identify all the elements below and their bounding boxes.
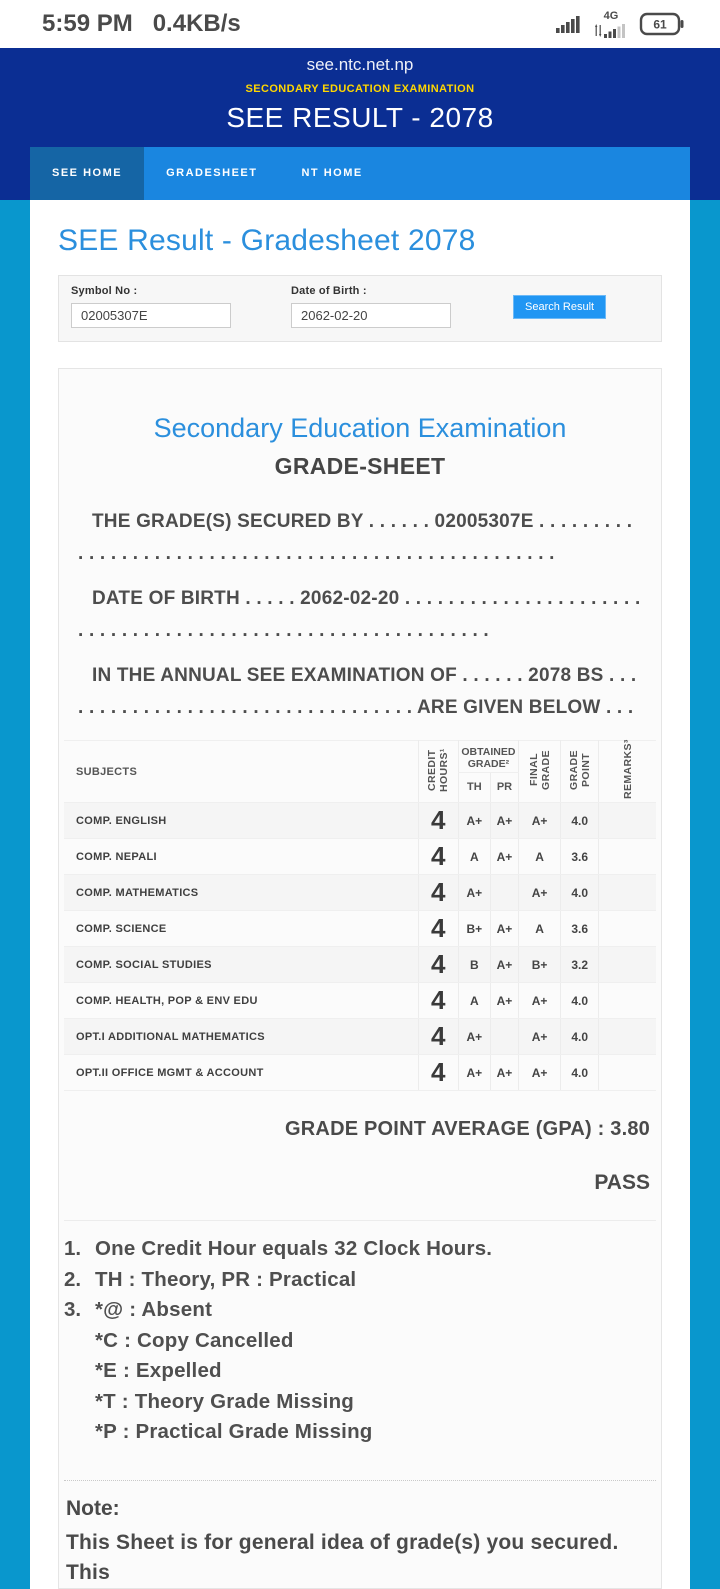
col-header-pr: PR xyxy=(490,772,518,803)
clock: 5:59 PM xyxy=(42,10,133,37)
gpa-section xyxy=(64,1091,656,1221)
gradesheet-subheading: GRADE-SHEET xyxy=(274,453,446,479)
col-header-obtained-grade: OBTAINED GRADE² xyxy=(458,741,518,773)
page-title: SEE Result - Gradesheet 2078 xyxy=(58,224,476,257)
col-header-subjects: SUBJECTS xyxy=(64,741,418,803)
symbol-field-group xyxy=(71,285,231,328)
table-row: COMP. ENGLISH 4 A+ A+ A+ 4.0 xyxy=(64,803,656,839)
tab-see-home[interactable]: SEE HOME xyxy=(30,147,144,200)
gradesheet-heading: Secondary Education Examination xyxy=(153,413,567,443)
network-type-label: 4G xyxy=(603,9,619,22)
footnote-3: 3. *@ : Absent *C : Copy Cancelled *E : Expelled *T : Theory Grade Missing *P : Practical Grade Missing xyxy=(64,1298,373,1443)
symbol-no-input[interactable] xyxy=(71,303,231,328)
grades-secured-line: THE GRADE(S) SECURED BY . . . . . . 02005307E . . . . . . . . . . . . . . . . . . . . . . . . . . . . . . . . . . . . . . . . . . . . . . . . . . . . . xyxy=(78,511,633,564)
gradesheet-card xyxy=(58,368,662,1589)
mobile-data-indicator xyxy=(594,11,628,38)
disclaimer-text: This Sheet is for general idea of grade(s) you secured. This xyxy=(66,1530,619,1584)
col-header-remarks: REMARKS³ xyxy=(599,741,656,803)
table-row: OPT.II OFFICE MGMT & ACCOUNT 4 A+ A+ A+ 4.0 xyxy=(64,1055,656,1091)
symbol-no-label: Symbol No : xyxy=(71,285,138,297)
result-status: PASS xyxy=(594,1171,650,1194)
table-row: OPT.I ADDITIONAL MATHEMATICS 4 A+ A+ 4.0 xyxy=(64,1019,656,1055)
date-of-birth-line: DATE OF BIRTH . . . . . 2062-02-20 . . . . . . . . . . . . . . . . . . . . . . . . . . . . . . . . . . . . . . . . . . . . . . . . . . . . . . . . . . . . xyxy=(78,588,641,641)
table-row: COMP. SCIENCE 4 B+ A+ A 3.6 xyxy=(64,911,656,947)
disclaimer-section xyxy=(64,1480,656,1588)
header-subtitle: SECONDARY EDUCATION EXAMINATION xyxy=(245,83,475,95)
table-row: COMP. HEALTH, POP & ENV EDU 4 A A+ A+ 4.0 xyxy=(64,983,656,1019)
footnote-2: 2. TH : Theory, PR : Practical xyxy=(64,1267,357,1291)
main-nav xyxy=(30,147,690,200)
site-header xyxy=(0,48,720,147)
header-title: SEE RESULT - 2078 xyxy=(226,102,494,133)
page-body xyxy=(0,200,720,1589)
footnotes xyxy=(64,1221,656,1448)
nav-strip xyxy=(0,147,720,200)
col-header-grade-point: GRADE POINT xyxy=(561,741,599,803)
table-row: COMP. SOCIAL STUDIES 4 B A+ B+ 3.2 xyxy=(64,947,656,983)
col-header-final-grade: FINAL GRADE xyxy=(519,741,561,803)
col-header-th: TH xyxy=(458,772,490,803)
col-header-credit-hours: CREDIT HOURS¹ xyxy=(418,741,458,803)
tab-gradesheet[interactable]: GRADESHEET xyxy=(166,167,258,179)
note-label: Note: xyxy=(66,1496,120,1520)
dob-label: Date of Birth : xyxy=(291,285,367,297)
dob-field-group xyxy=(291,285,451,328)
battery-icon xyxy=(640,13,684,35)
table-row: COMP. MATHEMATICS 4 A+ A+ 4.0 xyxy=(64,875,656,911)
table-row: COMP. NEPALI 4 A A+ A 3.6 xyxy=(64,839,656,875)
status-bar xyxy=(0,0,720,48)
tab-nt-home[interactable]: NT HOME xyxy=(301,167,363,179)
data-signal-icon xyxy=(594,23,628,38)
grades-table xyxy=(64,740,656,1091)
signal-strength-icon xyxy=(556,14,582,34)
search-form xyxy=(58,275,662,342)
gpa-value: GRADE POINT AVERAGE (GPA) : 3.80 xyxy=(285,1118,650,1140)
content-panel xyxy=(30,200,690,1589)
dob-input[interactable] xyxy=(291,303,451,328)
gradesheet-intro xyxy=(64,506,656,724)
address-bar-url[interactable]: see.ntc.net.np xyxy=(306,55,414,74)
footnote-1: 1. One Credit Hour equals 32 Clock Hours. xyxy=(64,1237,493,1260)
battery-percent: 61 xyxy=(653,17,667,32)
examination-year-line: IN THE ANNUAL SEE EXAMINATION OF . . . . . . 2078 BS . . . . . . . . . . . . . . . . . . . . . . . . . . . . . . . . . . ARE GIVEN BELOW . . . xyxy=(78,665,637,718)
search-result-button[interactable]: Search Result xyxy=(513,295,606,319)
network-speed: 0.4KB/s xyxy=(152,10,241,37)
